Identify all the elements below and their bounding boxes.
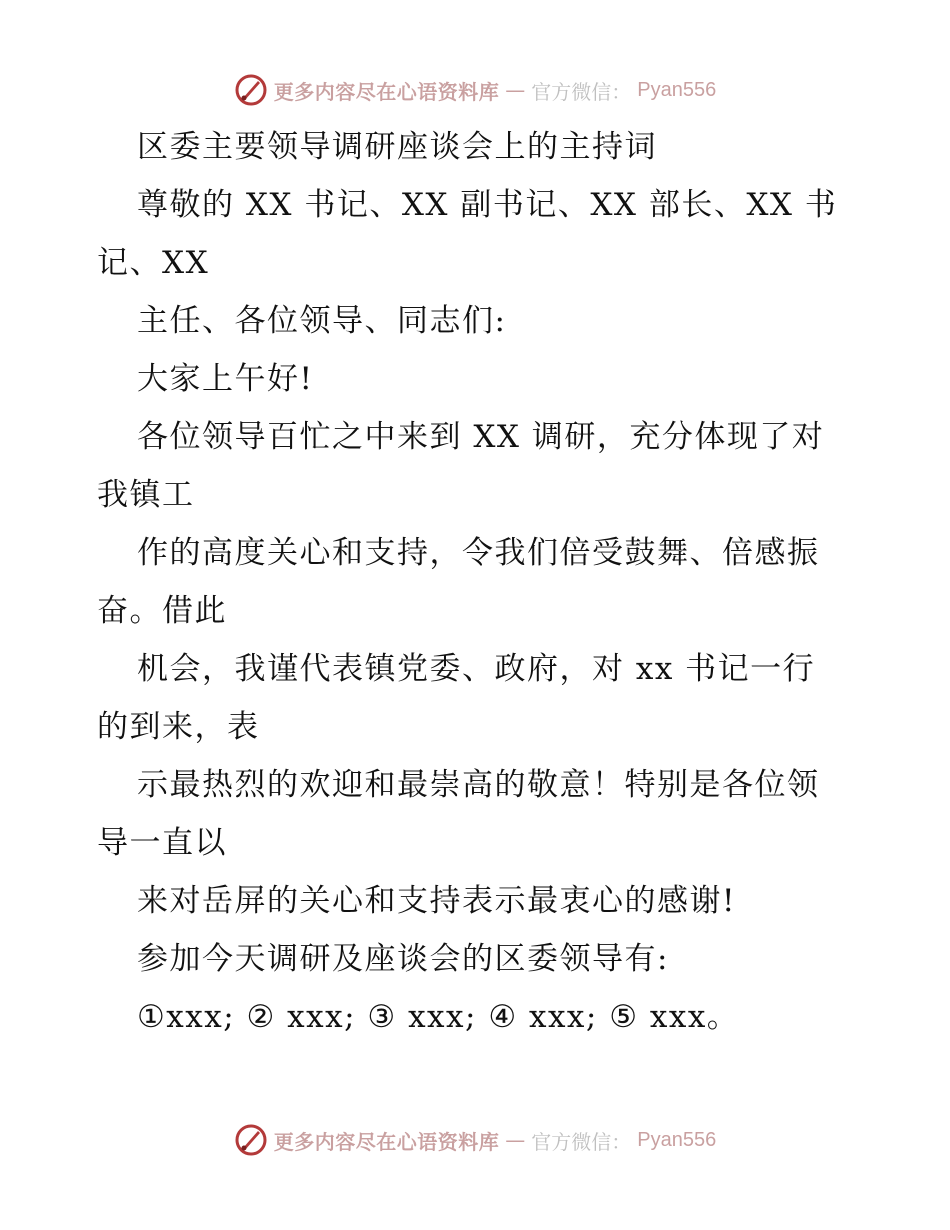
document-title: 区委主要领导调研座谈会上的主持词	[137, 129, 657, 165]
paragraph-line: 记、XX	[97, 245, 210, 281]
quill-logo-icon	[234, 73, 268, 107]
paragraph-line: 参加今天调研及座谈会的区委领导有:	[137, 941, 669, 977]
paragraph-line: 我镇工	[97, 477, 195, 513]
paragraph-line: 作的高度关心和支持，令我们倍受鼓舞、倍感振	[137, 535, 820, 571]
watermark-brand: 更多内容尽在心语资料库	[273, 79, 500, 104]
watermark-dash: —	[505, 1128, 526, 1152]
paragraph-line: 大家上午好!	[137, 361, 314, 397]
paragraph-line: 奋。借此	[97, 593, 227, 629]
paragraph-line: 机会，我谨代表镇党委、政府，对 xx 书记一行	[137, 651, 816, 687]
paragraph-line: 的到来，表	[97, 709, 260, 745]
watermark-account: Pyan556	[637, 78, 717, 101]
paragraph-line: 示最热烈的欢迎和最崇高的敬意！特别是各位领	[137, 767, 820, 803]
paragraph-line: 导一直以	[97, 825, 227, 861]
watermark-label: 官方微信：	[531, 1129, 632, 1154]
paragraph-line: 来对岳屏的关心和支持表示最衷心的感谢!	[137, 883, 736, 919]
watermark-brand: 更多内容尽在心语资料库	[273, 1129, 500, 1154]
watermark-label: 官方微信：	[531, 79, 632, 104]
paragraph-line: 主任、各位领导、同志们:	[137, 303, 507, 339]
watermark-account: Pyan556	[637, 1128, 717, 1151]
paragraph-line: 尊敬的 XX 书记、XX 副书记、XX 部长、XX 书	[137, 187, 838, 223]
watermark-footer	[0, 1120, 950, 1160]
watermark-header	[0, 70, 950, 110]
paragraph-line: ①xxx; ② xxx; ③ xxx; ④ xxx; ⑤ xxx。	[137, 999, 740, 1035]
paragraph-line: 各位领导百忙之中来到 XX 调研，充分体现了对	[137, 419, 825, 455]
quill-logo-icon	[234, 1123, 268, 1157]
watermark-dash: —	[505, 78, 526, 102]
